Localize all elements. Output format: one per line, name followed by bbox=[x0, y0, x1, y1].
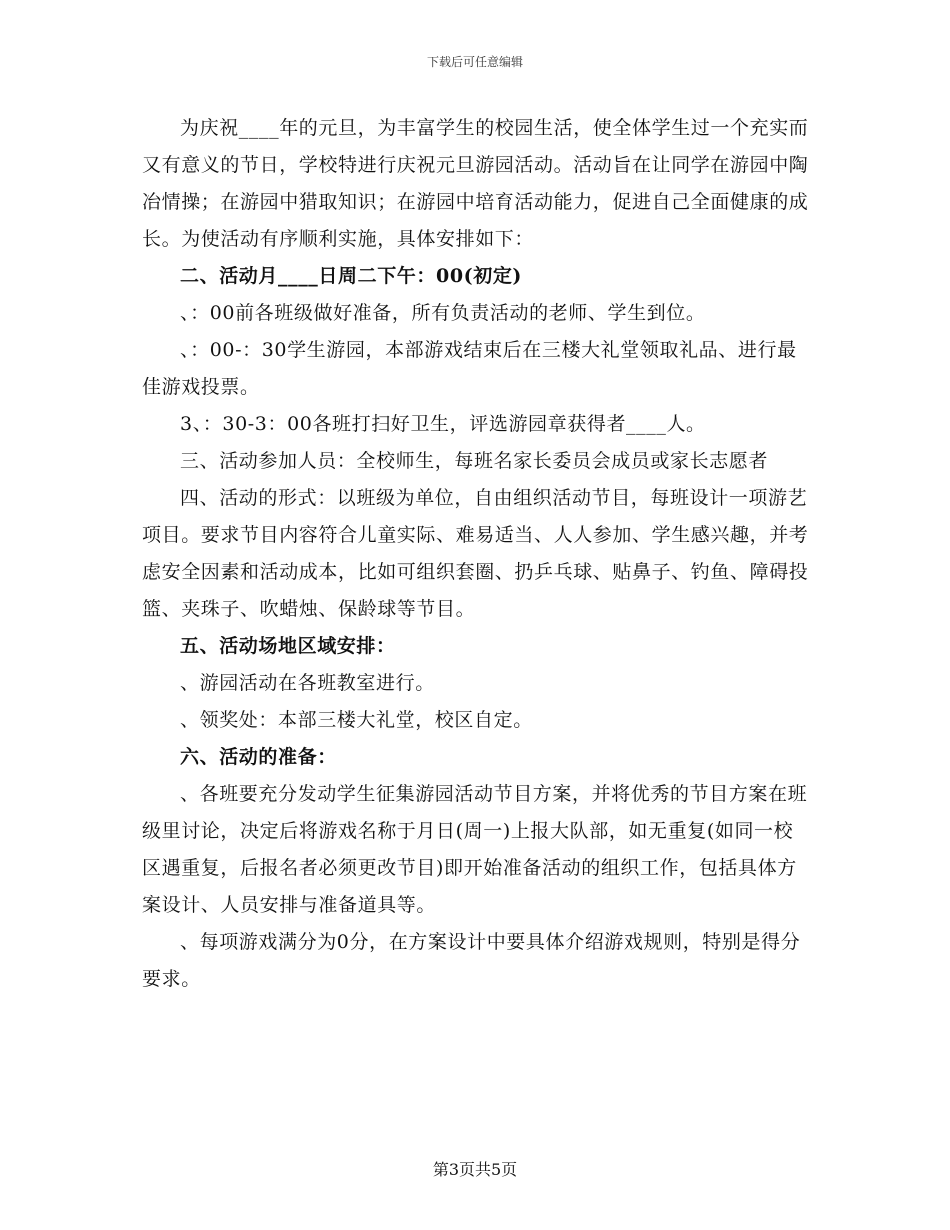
intro-paragraph: 为庆祝____年的元旦，为丰富学生的校园生活，使全体学生过一个充实而又有意义的节日，学校特进行庆祝元旦游园活动。活动旨在让同学在游园中陶冶情操；在游园中猎取知识；在游园中培育活动能力，促进自己全面健康的成长。为使活动有序顺利实施，具体安排如下： bbox=[142, 117, 809, 250]
schedule-item-1: 、：00前各班级做好准备，所有负责活动的老师、学生到位。 bbox=[180, 302, 706, 324]
schedule-item-3: 3、：30-3：00各班打扫好卫生，评选游园章获得者____人。 bbox=[180, 413, 706, 435]
preparation-item-2: 、每项游戏满分为0分，在方案设计中要具体介绍游戏规则，特别是得分要求。 bbox=[142, 931, 801, 990]
schedule-item-2: 、：00-：30学生游园，本部游戏结束后在三楼大礼堂领取礼品、进行最佳游戏投票。 bbox=[142, 339, 797, 398]
section-heading-time: 二、活动月____日周二下午：00(初定) bbox=[180, 265, 523, 287]
page-footer: 第3页共5页 bbox=[432, 1160, 518, 1179]
venue-item-1: 、游园活动在各班教室进行。 bbox=[180, 672, 435, 694]
section-format: 四、活动的形式：以班级为单位，自由组织活动节目，每班设计一项游艺项目。要求节目内容符合儿童实际、难易适当、人人参加、学生感兴趣，并考虑安全因素和活动成本，比如可组织套圈、扔乒乓球、贴鼻子、钓鱼、障碍投篮、夹珠子、吹蜡烛、保龄球等节目。 bbox=[142, 487, 809, 620]
preparation-item-1: 、各班要充分发动学生征集游园活动节目方案，并将优秀的节目方案在班级里讨论，决定后将游戏名称于月日(周一)上报大队部，如无重复(如同一校区遇重复，后报名者必须更改节目)即开始准备活动的组织工作，包括具体方案设计、人员安排与准备道具等。 bbox=[142, 783, 808, 916]
section-participants: 三、活动参加人员：全校师生，每班名家长委员会成员或家长志愿者 bbox=[180, 450, 769, 472]
page-header: 下载后可任意编辑 bbox=[426, 55, 523, 69]
section-heading-venue: 五、活动场地区域安排： bbox=[180, 635, 396, 657]
section-heading-preparation: 六、活动的准备： bbox=[180, 746, 337, 768]
venue-item-2: 、领奖处：本部三楼大礼堂，校区自定。 bbox=[180, 709, 533, 731]
document-body bbox=[142, 110, 810, 998]
